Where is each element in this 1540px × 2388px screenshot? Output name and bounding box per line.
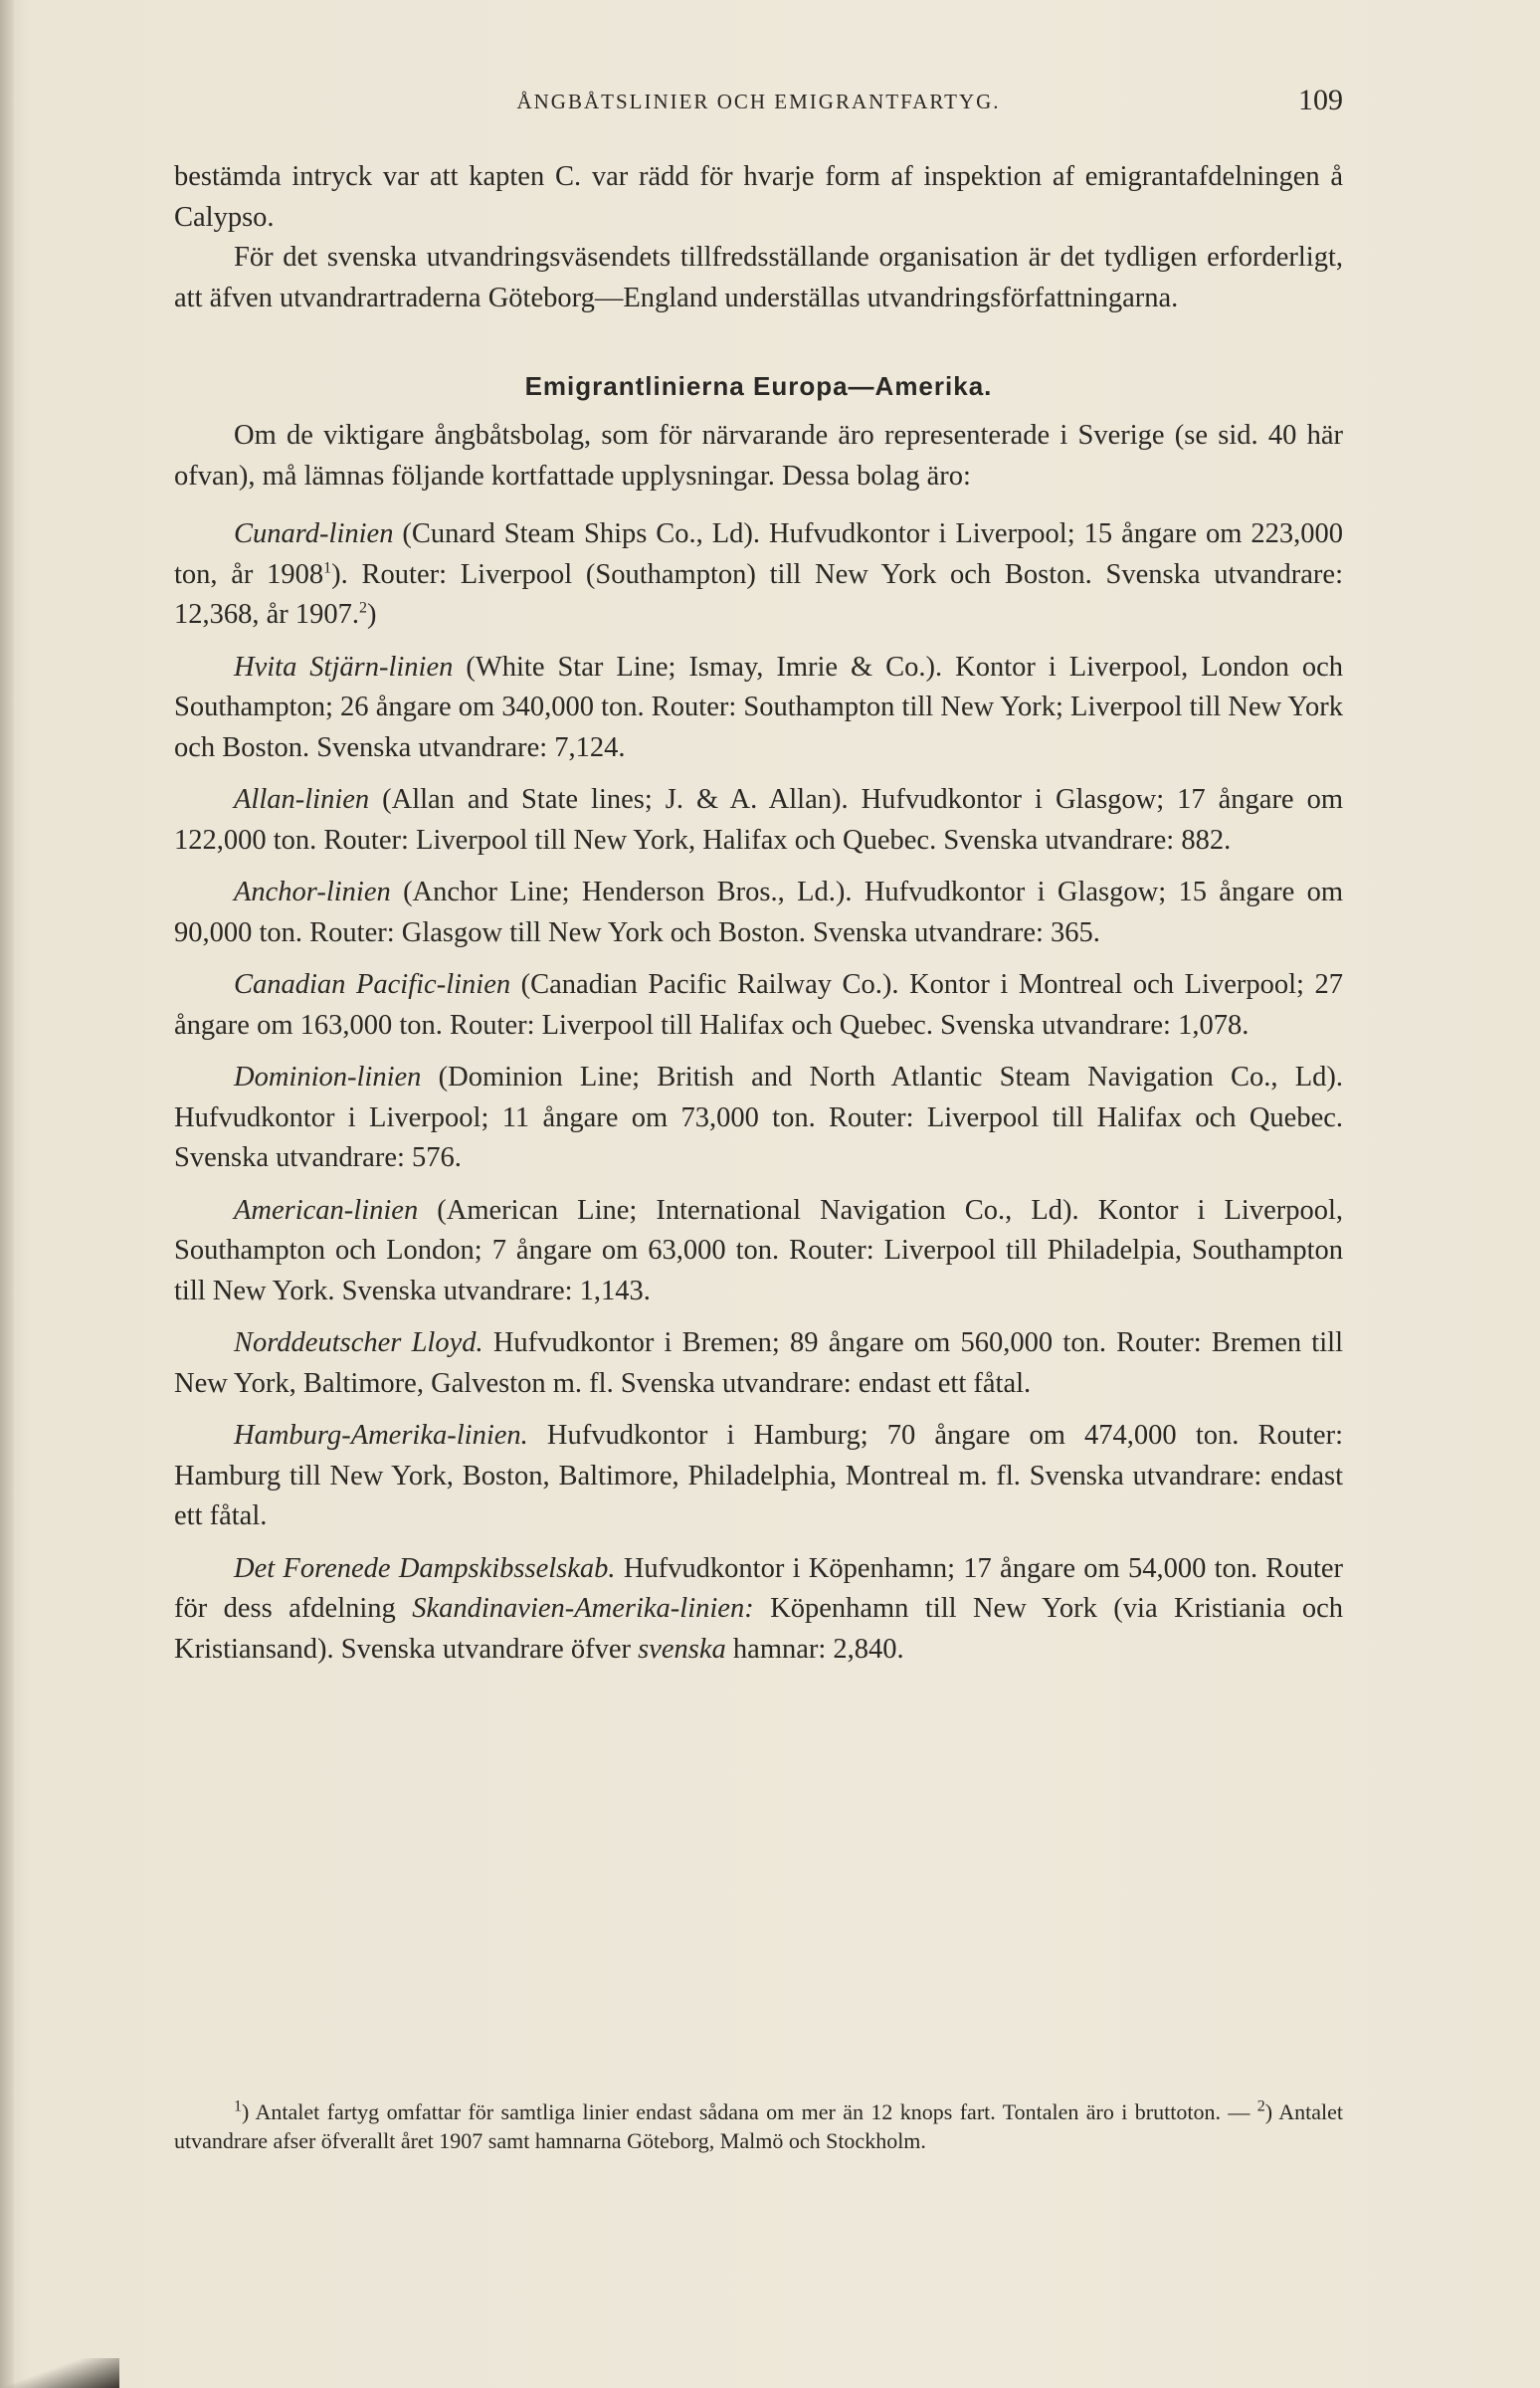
entry-name: Dominion-linien xyxy=(234,1062,422,1093)
entry-cunard xyxy=(174,514,1343,636)
entry-text: (Allan and State lines; J. & A. Allan). Hufvudkontor i Glasgow; 17 ångare om 122,000 ton. Router: Liverpool till New York, Halifax och Quebec. Svenska utvandrare: 882. xyxy=(174,784,1343,856)
page-corner-shadow xyxy=(0,2358,119,2388)
footnote-text: ) Antalet fartyg omfattar för samtliga linier endast sådana om mer än 12 knops fart. Tontalen äro i bruttoton. — xyxy=(242,2099,1257,2124)
entry-hamburg-amerika xyxy=(174,1416,1343,1537)
footnote-ref: 2 xyxy=(359,599,368,617)
entry-allan xyxy=(174,780,1343,861)
entry-dominion xyxy=(174,1058,1343,1179)
footnote xyxy=(174,2097,1343,2155)
entry-name: Hamburg-Amerika-linien. xyxy=(234,1420,528,1451)
page-number: 109 xyxy=(1298,84,1343,116)
entry-name: Allan-linien xyxy=(234,784,370,815)
page-binding-edge xyxy=(0,0,14,2388)
footnote-ref: 1 xyxy=(323,559,332,576)
entry-text: (American Line; International Navigation Co., Ld). Kontor i Liverpool, Southampton och London; 7 ångare om 63,000 ton. Router: Liverpool till Philadelpia, Southampton till New York. Svenska utvandrare: 1,143. xyxy=(174,1194,1343,1306)
entry-norddeutscher-lloyd xyxy=(174,1323,1343,1404)
entry-name: Cunard-linien xyxy=(234,518,394,549)
entry-name: Anchor-linien xyxy=(234,877,391,907)
entry-canadian-pacific xyxy=(174,965,1343,1046)
intro-paragraph-2: För det svenska utvandringsväsendets tillfredsställande organisation är det tydligen erforderligt, att äfven utvandrartraderna Göteborg—England underställas utvandringsförfattningarna. xyxy=(174,242,1343,313)
entry-name: Canadian Pacific-linien xyxy=(234,969,511,1000)
entry-text: (Anchor Line; Henderson Bros., Ld.). Hufvudkontor i Glasgow; 15 ångare om 90,000 ton. Router: Glasgow till New York och Boston. Svenska utvandrare: 365. xyxy=(174,877,1343,948)
entry-italic-name: Skandinavien-Amerika-linien: xyxy=(412,1593,754,1624)
entry-forenede-dampskibsselskab xyxy=(174,1549,1343,1671)
footnote-text: ) Antalet utvandrare afser öfverallt året 1907 samt hamnarna Göteborg, Malmö och Stockholm. xyxy=(174,2099,1343,2153)
entry-text: Hufvudkontor i Köpenhamn; 17 ångare om 54,000 ton. Router för dess afdelning xyxy=(174,1552,1344,1624)
entry-american xyxy=(174,1191,1343,1312)
entry-text: (Cunard Steam Ships Co., Ld). Hufvudkontor i Liverpool; 15 ångare om 223,000 ton, år 1908 xyxy=(174,518,1343,590)
footnotes xyxy=(174,2097,1343,2155)
body-text xyxy=(174,157,1343,1670)
entry-text: Köpenhamn till New York (via Kristiania och Kristiansand). Svenska utvandrare öfver xyxy=(174,1593,1343,1665)
entry-text: ) xyxy=(367,599,377,630)
section-intro: Om de viktigare ångbåtsbolag, som för närvarande äro representerade i Sverige (se sid. 40 här ofvan), må lämnas följande kortfattade upplysningar. Dessa bolag äro: xyxy=(174,420,1343,492)
section-heading: Emigrantlinierna Europa—Amerika. xyxy=(524,371,993,401)
entry-text: (Dominion Line; British and North Atlantic Steam Navigation Co., Ld). Hufvudkontor i Liverpool; 11 ångare om 73,000 ton. Router: Liverpool till Halifax och Quebec. Svenska utvandrare: 576. xyxy=(174,1062,1343,1173)
entry-anchor xyxy=(174,873,1343,953)
entry-white-star xyxy=(174,648,1343,769)
entry-name: Det Forenede Dampskibsselskab. xyxy=(234,1552,616,1584)
entry-name: Norddeutscher Lloyd. xyxy=(234,1327,483,1358)
entry-text: (White Star Line; Ismay, Imrie & Co.). Kontor i Liverpool, London och Southampton; 26 ångare om 340,000 ton. Router: Southampton till New York; Liverpool till New York och Boston. Svenska utvandrare: 7,124. xyxy=(174,651,1344,763)
intro-paragraph-1: bestämda intryck var att kapten C. var rädd för hvarje form af inspektion af emigrantafdelningen å Calypso. xyxy=(174,161,1343,233)
footnote-marker: 1 xyxy=(234,2097,242,2115)
entry-text: Hufvudkontor i Hamburg; 70 ångare om 474,000 ton. Router: Hamburg till New York, Boston, Baltimore, Philadelphia, Montreal m. fl. Svenska utvandrare: endast ett fåtal. xyxy=(174,1420,1343,1531)
entry-text: ). Router: Liverpool (Southampton) till New York och Boston. Svenska utvandrare: 12,368, år 1907. xyxy=(174,558,1343,630)
entry-italic-word: svenska xyxy=(638,1633,726,1665)
entry-text: Hufvudkontor i Bremen; 89 ångare om 560,000 ton. Router: Bremen till New York, Baltimore, Galveston m. fl. Svenska utvandrare: endast ett fåtal. xyxy=(174,1327,1343,1399)
page-header xyxy=(174,84,1343,119)
entry-text: (Canadian Pacific Railway Co.). Kontor i Montreal och Liverpool; 27 ångare om 163,000 ton. Router: Liverpool till Halifax och Quebec. Svenska utvandrare: 1,078. xyxy=(174,969,1343,1041)
entry-name: American-linien xyxy=(234,1194,419,1226)
entry-name: Hvita Stjärn-linien xyxy=(234,651,454,683)
footnote-marker: 2 xyxy=(1256,2097,1265,2115)
running-head: ÅNGBÅTSLINIER OCH EMIGRANTFARTYG. xyxy=(516,90,1001,113)
entry-text: hamnar: 2,840. xyxy=(725,1633,904,1665)
